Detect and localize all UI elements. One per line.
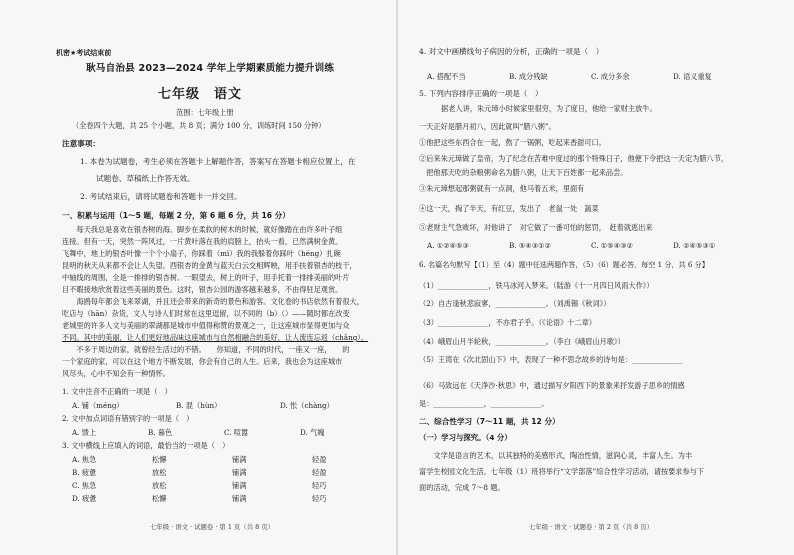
q3-cell: D. 疲惫 xyxy=(72,494,97,503)
q3-cell: 松懈 xyxy=(152,494,167,503)
q6-item-2: （2）自古逢秋悲寂寥，______________。（刘禹锡《秋词》） xyxy=(419,299,611,308)
passage-line-underlined: 不同。其中的美丽，让人们更好地品味这座城市与自然相融合的美好，让人流连忘返（chǎng）。 xyxy=(62,333,369,342)
q3-cell: 铺满 xyxy=(232,494,247,503)
q4-option-a: A. 搭配不当 xyxy=(427,72,466,81)
q3-cell: 轻盈 xyxy=(312,468,327,477)
q5-item: 把他那天吃的杂粮粥命名为腊八粥，让天下百姓都一起来品尝。 xyxy=(419,168,628,177)
page-1-footer: 七年级 · 语文 · 试题卷 · 第 1 页（共 8 页） xyxy=(150,523,275,531)
q5-item: ④这一天，掏了半天，有红豆，发出了 老鼠一处 蔬菜 xyxy=(419,204,599,213)
q4-option-d: D. 语义重复 xyxy=(673,72,712,81)
subsection-1-heading: （一）学习与探究。（4 分） xyxy=(419,433,512,442)
q2-option-c: C. 喧嚣 xyxy=(224,428,249,437)
passage-line: 每天我总是喜欢在银杏树的海。脚步在柔软的树木的时候，就好像踏在由许多叶子组 xyxy=(62,225,343,234)
notice-title: 注意事项： xyxy=(62,139,100,148)
q6-item-5: （5）王湾在《次北固山下》中，表现了一种不思念故乡的诗句是：______________ xyxy=(419,355,683,364)
intro-line: 文学是语言的艺术，以其独特的美感形式，陶冶性情，滋润心灵，丰富人生。为丰 xyxy=(419,451,693,460)
passage-line: 不多于周边的家，就曾经生活过的不错。 你知道，不同的时代，一座又一座， 的 xyxy=(62,345,350,354)
q3-cell: 放松 xyxy=(152,481,167,490)
passage-line: 昆明的秋天从来都不会让人失望。西银杏的金黄与蓝天白云交相辉映，用手扶着银杏的枝干， xyxy=(62,261,357,270)
q6-item-3: （3）______________，不亦君子乎。（《论语》十二章） xyxy=(419,318,597,327)
secret-mark: 机密★考试结束前 xyxy=(56,49,112,57)
q3-cell: 松懈 xyxy=(152,455,167,464)
q3-cell: 铺满 xyxy=(232,481,247,490)
notice-item-2: 2. 考试结束后，请将试题卷和答题卡一并交回。 xyxy=(80,192,242,201)
q3-cell: A. 焦急 xyxy=(72,455,97,464)
passage-line: 一个家庭的家，可以在这个地方不断发展，你会有自己的人生。后来，我也会为这座城市 xyxy=(62,357,343,366)
q1-option-b: B. 混（hùn） xyxy=(176,401,222,410)
q3-cell: 轻巧 xyxy=(312,481,327,490)
q3-cell: B. 疲惫 xyxy=(72,468,97,477)
question-3: 3. 文中横线上应填入的词语，最恰当的一项是（ ） xyxy=(62,441,230,450)
q3-cell: 铺满 xyxy=(232,468,247,477)
q3-cell: 铺满 xyxy=(232,455,247,464)
passage-line: 老城里的许多人文与美丽的翠湖都是城市中值得称赞的景观之一，让这座城市显得更加与众 xyxy=(62,321,350,330)
q2-option-d: D. 气魄 xyxy=(300,428,325,437)
q5-item: ②后来朱元璋做了皇帝，为了纪念在苦难中度过的那个特殊日子，他便下令把这一天定为腊八节， xyxy=(419,154,729,163)
intro-line: 面的活动，完成 7～8 题。 xyxy=(419,483,505,492)
q1-option-d: D. 怅（chàng） xyxy=(280,401,334,410)
exam-title: 耿马自治县 2023—2024 学年上学期素质能力提升训练 xyxy=(86,63,335,74)
q4-option-c: C. 成分多余 xyxy=(591,72,630,81)
q5-item: ⑤老财主气急败坏，对他讲了 对它做了一番可怕的惩罚， 赶着就逃出来 xyxy=(419,223,653,232)
q5-option-c: C. ①⑤④③② xyxy=(591,241,634,250)
notice-item-1b: 试题卷、草稿纸上作答无效。 xyxy=(96,174,195,183)
q4-option-b: B. 成分残缺 xyxy=(509,72,548,81)
passage-line: 海鸥每年都会飞来翠湖，并且还会带来的新奇的景色和游客。文化卷的书店依然有着很大， xyxy=(62,297,364,306)
q5-lead-b: 一天正好是腊月初八，因此就叫“腊八粥”。 xyxy=(419,122,556,131)
page-2-footer: 七年级 · 语文 · 试题卷 · 第 2 页（共 8 页） xyxy=(529,523,654,531)
passage-line: 飞舞中，地上的银杏叶像一个个小扇子，你踩着（mì）我的我躲着你踩叶（héng）扎碗 xyxy=(62,249,341,258)
question-2: 2. 文中加点词语有错别字的一项是（ ） xyxy=(62,414,194,423)
q5-lead-a: 据老人讲，朱元璋小时候家里很穷，为了度日，他给一家财主放牛。 xyxy=(441,104,657,113)
q6-item-6: （6）马致远在《天净沙·秋思》中，通过描写夕阳西下的景象来抒发游子思乡的情感 xyxy=(419,381,685,390)
notice-item-1a: 1. 本卷为试题卷，考生必须在答题卡上解题作答，答案写在答题卡相应位置上，在 xyxy=(80,157,356,166)
q5-option-d: D. ②④⑤③① xyxy=(673,241,716,250)
q5-item: ①他把这些东西合在一起，熬了一锅粥，吃起来香甜可口。 xyxy=(419,138,606,147)
q6-item-4: （4）峨眉山月半轮秋，______________。（李白《峨眉山月歌》） xyxy=(419,337,625,346)
passage-line: 目不暇接地欣赏着这些美丽的景色。这时，银杏公园的游客越来越多，不由得驻足观赏。 xyxy=(62,285,343,294)
q2-option-b: B. 暮色 xyxy=(148,428,173,437)
q6-item-1: （1）______________，铁马冰河入梦来。（陆游《十一月四日风雨大作》） xyxy=(419,281,654,290)
exam-note-line: （全卷四个大题，共 25 个小题，共 8 页；满分 100 分，训练时间 150 分钟） xyxy=(72,121,326,130)
scope-line: 范围：七年级上册 xyxy=(176,108,234,117)
grade-subject-title: 七年级 语文 xyxy=(158,87,243,102)
section-2-heading: 二、综合性学习（7～11 题，共 12 分） xyxy=(419,417,560,426)
q6-item-6-tail: 是：______________，______________。 xyxy=(419,399,549,408)
question-4: 4. 对文中画横线句子病因的分析，正确的一项是（ ） xyxy=(419,47,604,56)
q5-option-b: B. ⑤④③①② xyxy=(509,241,552,250)
q3-cell: 轻巧 xyxy=(312,494,327,503)
intro-line: 富学生校园文化生活，七年级（1）班将举行“文学部落”综合性学习活动，请按要求参与下 xyxy=(419,467,705,476)
q5-option-a: A. ①②④⑤③ xyxy=(427,241,469,250)
question-6: 6. 名篇名句默写【（1）至（4）题中任选两题作答，（5）（6）题必答，每空 1 分，共 6 分】 xyxy=(419,260,709,269)
question-5: 5. 下列内容排序正确的一项是（ ） xyxy=(419,89,543,98)
q3-cell: 放松 xyxy=(152,468,167,477)
question-1: 1. 文中注音不正确的一项是（ ） xyxy=(62,387,172,396)
passage-line: 连接。但有一天，突然一阵风过，一片黄叶落在我的肩膀上，抬头一看，已然满树金黄。 xyxy=(62,237,343,246)
q3-cell: C. 焦急 xyxy=(72,481,97,490)
passage-line: 风尽头，心中不知会有一种情怀。 xyxy=(62,369,170,378)
q1-option-a: A. 铺（ménɡ） xyxy=(72,401,124,410)
q2-option-a: A. 馈上 xyxy=(72,428,97,437)
q3-cell: 轻盈 xyxy=(312,455,327,464)
passage-line: 中轴线的周围，全是一排排的银杏树。一眼望去，树上的叶子，用手托着一排排美丽的叶片 xyxy=(62,273,350,282)
exam-page-2 xyxy=(397,0,794,555)
passage-line: 吃店与（hān）杂货，文人与诗人们时常在这里逗留，以不同的（b）（）——随时都在改变 xyxy=(62,309,350,318)
q5-item: ③朱元璋想起那粥就有一点洞，他马着五米，里面有 xyxy=(419,184,585,193)
section-1-heading: 一、积累与运用（1～5 题，每题 2 分，第 6 题 6 分，共 16 分） xyxy=(62,211,290,220)
